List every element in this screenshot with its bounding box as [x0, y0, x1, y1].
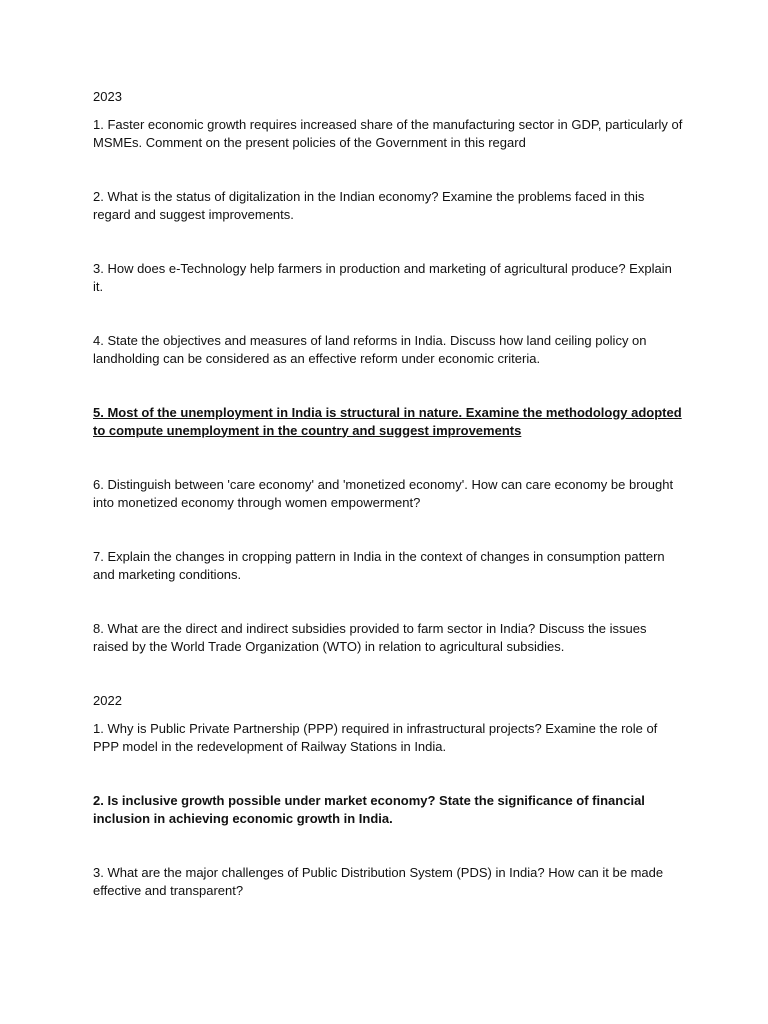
question-2023-5-highlighted: 5. Most of the unemployment in India is structural in nature. Examine the methodology adopted to compute unemployment in the country and suggest improvements — [93, 405, 682, 438]
question-2023-3: 3. How does e-Technology help farmers in production and marketing of agricultural produce? Explain it. — [93, 261, 672, 294]
question-2023-2: 2. What is the status of digitalization in the Indian economy? Examine the problems faced in this regard and suggest improvements. — [93, 189, 645, 222]
year-heading-2022: 2022 — [93, 693, 122, 708]
question-2022-2-highlighted: 2. Is inclusive growth possible under market economy? State the significance of financial inclusion in achieving economic growth in India. — [93, 793, 645, 826]
question-2023-8: 8. What are the direct and indirect subsidies provided to farm sector in India? Discuss the issues raised by the World Trade Organization (WTO) in relation to agricultural subsidies. — [93, 621, 647, 654]
question-2023-4: 4. State the objectives and measures of land reforms in India. Discuss how land ceiling policy on landholding can be considered as an effective reform under economic criteria. — [93, 333, 647, 366]
question-2023-7: 7. Explain the changes in cropping pattern in India in the context of changes in consumption pattern and marketing conditions. — [93, 549, 665, 582]
year-heading-2023: 2023 — [93, 89, 122, 104]
question-2023-1: 1. Faster economic growth requires increased share of the manufacturing sector in GDP, particularly of MSMEs. Comment on the present policies of the Government in this regard — [93, 117, 683, 150]
question-2022-3: 3. What are the major challenges of Public Distribution System (PDS) in India? How can it be made effective and transparent? — [93, 865, 664, 898]
question-2022-1: 1. Why is Public Private Partnership (PPP) required in infrastructural projects? Examine the role of PPP model in the redevelopment of Railway Stations in India. — [93, 721, 658, 754]
question-2023-6: 6. Distinguish between 'care economy' and 'monetized economy'. How can care economy be brought into monetized economy through women empowerment? — [93, 477, 674, 510]
document-content — [93, 88, 683, 936]
